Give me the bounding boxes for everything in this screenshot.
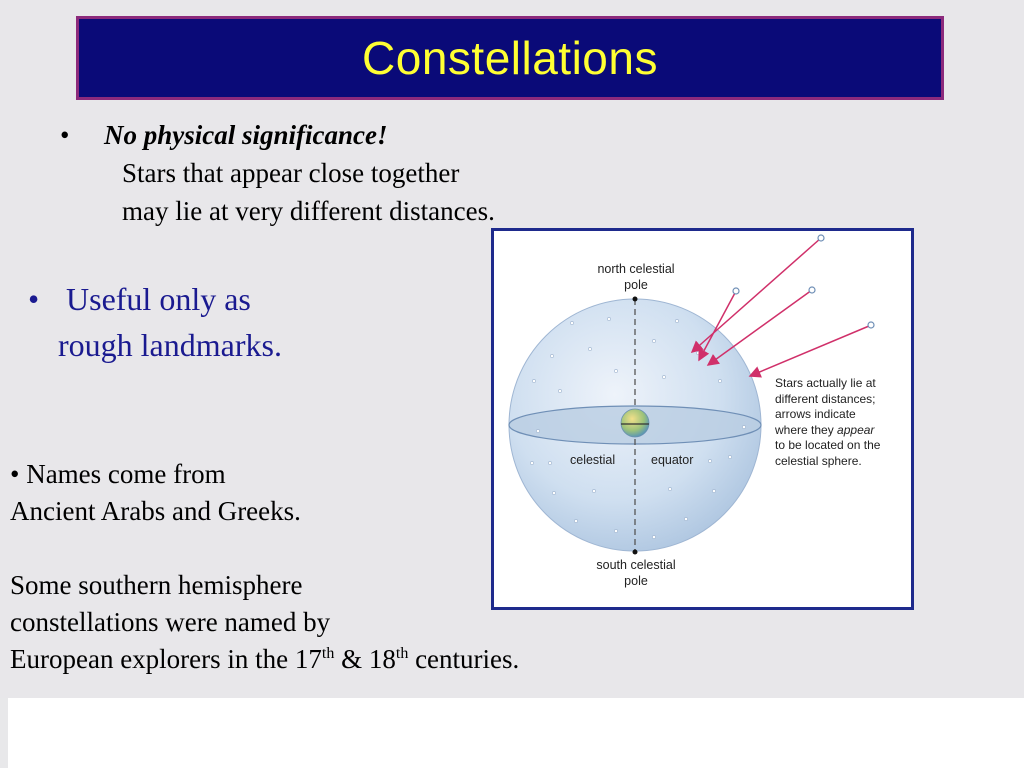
note-line: arrows indicate <box>775 407 856 421</box>
label-line: north celestial <box>597 262 675 276</box>
bullet-text-line: constellations were named by <box>10 607 331 637</box>
text-fragment: centuries. <box>408 644 520 674</box>
superscript: th <box>321 645 335 662</box>
bullet-text-line: rough landmarks. <box>58 327 282 363</box>
north-pole-label <box>576 261 696 293</box>
text-fragment: European explorers in the 17 <box>10 644 322 674</box>
distance-note <box>775 376 909 469</box>
note-line <box>775 423 909 439</box>
bullet-text-line: Some southern hemisphere <box>10 570 303 600</box>
text-fragment: & 18 <box>334 644 396 674</box>
bullet-text-line: Useful only as <box>66 281 251 317</box>
bullet-text-line: Stars that appear close together <box>122 158 460 188</box>
bullet-heading: No physical significance! <box>104 120 388 150</box>
bullet-text-line: Ancient Arabs and Greeks. <box>10 496 301 526</box>
note-line: celestial sphere. <box>775 453 862 468</box>
note-fragment: where they <box>775 422 838 437</box>
bullet-marker: • <box>60 120 70 150</box>
label-line: pole <box>624 574 648 588</box>
bullet-text-line: may lie at very different distances. <box>122 196 495 226</box>
celestial-sphere-figure <box>491 228 914 610</box>
north-pole-point <box>633 297 638 302</box>
earth <box>621 409 649 437</box>
bullet-text-line: • Names come from <box>10 459 226 489</box>
slide-title: Constellations <box>362 32 658 84</box>
label-line: south celestial <box>596 558 676 572</box>
south-pole-label <box>576 557 696 589</box>
title-banner <box>76 16 944 100</box>
south-pole-point <box>633 550 638 555</box>
equator-label-left: celestial <box>570 453 616 467</box>
note-line: Stars actually lie at <box>775 376 876 390</box>
label-line: pole <box>624 278 648 292</box>
note-line: to be located on the <box>775 438 881 452</box>
superscript: th <box>395 645 409 662</box>
note-line: different distances; <box>775 391 876 406</box>
note-emphasis: appear <box>837 422 875 437</box>
distant-stars <box>733 235 874 328</box>
blank-footer-area <box>8 698 1024 768</box>
equator-label-right: equator <box>651 453 694 467</box>
bullet-text-line <box>10 641 519 678</box>
bullet-marker: • <box>28 281 40 317</box>
